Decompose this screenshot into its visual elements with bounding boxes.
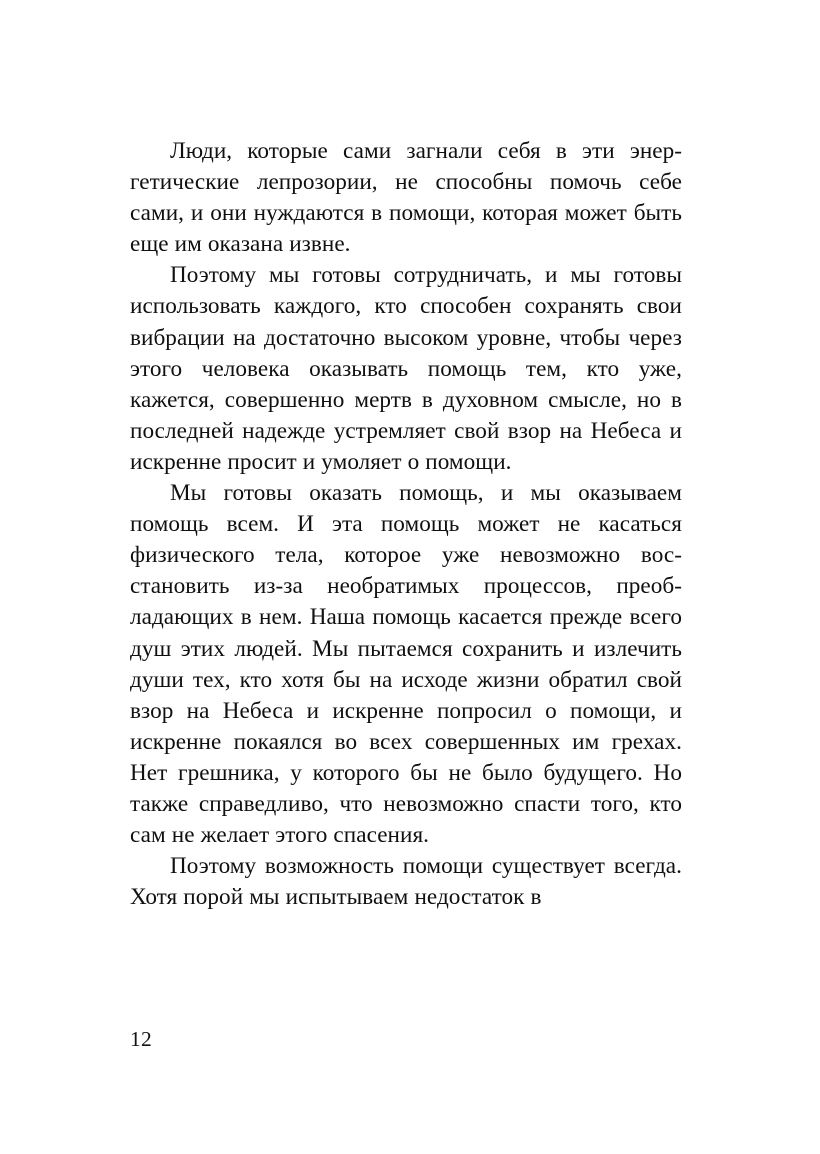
paragraph: Поэтому мы готовы сотрудничать, и мы готовы использовать каждого, кто способен сохранять свои вибрации на достаточно высоком уровне, чтобы через этого человека оказывать помощь тем, кто уже, кажется, совершенно мертв в духовном смысле, но в последней надежде устремляет свой взор на Небеса и искренне просит и умоляет о помощи. — [130, 262, 682, 475]
paragraph: Люди, которые сами загнали себя в эти энергетические лепрозории, не способны помочь себе сами, и они нуждаются в помощи, которая может быть еще им оказана извне. — [130, 138, 682, 258]
paragraph: Мы готовы оказать помощь, и мы оказываем помощь всем. И эта помощь может не касаться физического тела, которое уже невозможно восстановить из-за необратимых процессов, преобладающих в нем. Наша помощь касается прежде всего душ этих людей. Мы пытаемся сохранить и излечить души тех, кто хотя бы на исходе жизни обратил свой взор на Небеса и искренне попросил о помощи, и искренне покаялся во всех совершенных им грехах. Нет грешника, у которого бы не было будущего. Но также справедливо, что невозможно спасти того, кто сам не желает этого спасения. — [130, 480, 682, 849]
body-text-block — [130, 136, 682, 913]
paragraph: Поэтому возможность помощи существует всегда. Хотя порой мы испытываем недостаток в — [130, 853, 682, 911]
page-number: 12 — [130, 1027, 153, 1051]
